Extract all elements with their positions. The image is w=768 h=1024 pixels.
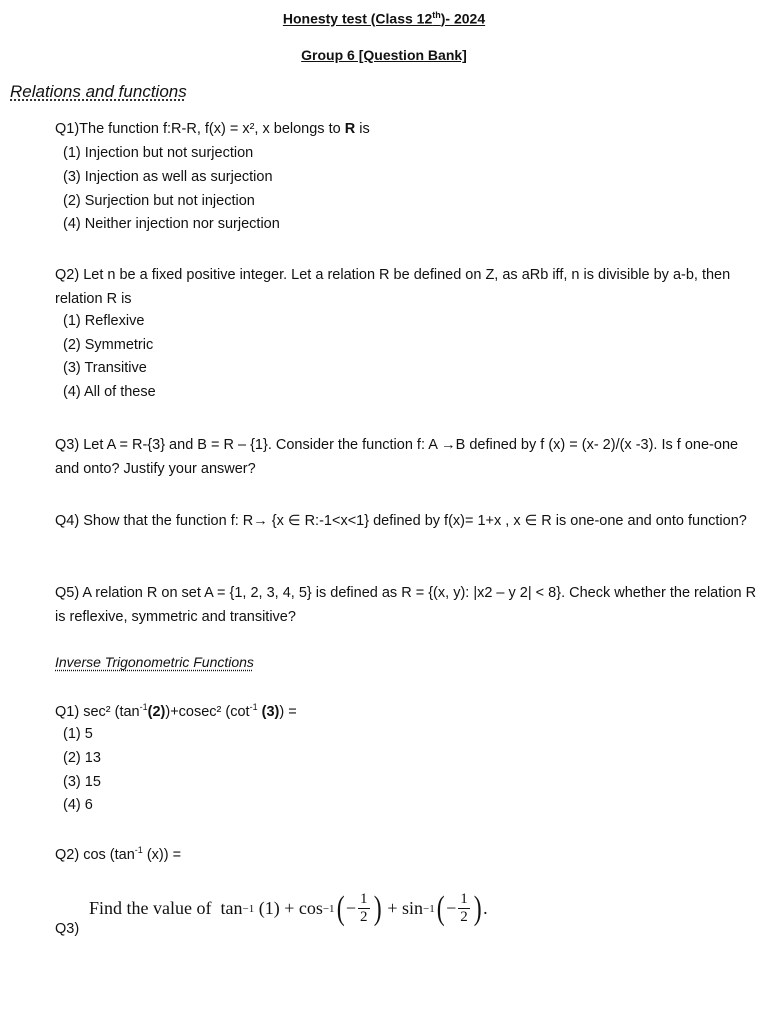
inverse-trig-q1-option: (1) 5 <box>63 726 93 742</box>
inverse-trig-q3-expression: Find the value of tan −1 (1) + cos −1 ( − $\frac{1}{2}$ ) + sin −1 ( − $\frac{1}{2}$ ) . <box>89 889 488 927</box>
relations-q2: Q2) Let n be a fixed positive integer. Let a relation R be defined on Z, as aRb iff, n is divisible by a-b, then relation R is <box>55 267 731 307</box>
inverse-trig-q1-option: (3) 15 <box>63 774 101 790</box>
inverse-trig-q1: Q1) sec² $(\tan^{-1}(2))+cosec^2$ ($\cot^{-1}$ (3)) = <box>55 702 297 720</box>
relations-q4: Q4) Show that the function f: R→ {x ∈ R:-1<x<1} defined by f(x)= 1+x , x ∈ R is one-one and onto function? <box>55 513 747 529</box>
paren-right: ) <box>373 889 382 927</box>
section-heading-inverse-trig: Inverse Trigonometric Functions <box>55 654 254 670</box>
inverse-trig-q1-option: (4) 6 <box>63 797 93 813</box>
relations-q3: Q3) Let A = R-{3} and B = R – {1}. Consider the function f: A →B defined by f (x) = (x- 2)/(x -3). Is f one-one and onto? Justify your answer? <box>55 437 739 477</box>
page-subtitle: Group 6 [Question Bank] <box>301 47 467 63</box>
relations-q2-option: (2) Symmetric <box>63 337 154 353</box>
page-title: Honesty test (Class 12th)- 2024 <box>282 10 486 27</box>
paren-left: ( <box>436 889 445 927</box>
paren-left: ( <box>336 889 345 927</box>
relations-q1-option: (3) Injection as well as surjection <box>63 169 273 185</box>
paren-right: ) <box>473 889 482 927</box>
relations-q1-option: (2) Surjection but not injection <box>63 193 255 209</box>
fraction-half: $\frac{1}{2}$ <box>360 891 368 925</box>
inverse-trig-q2: Q2) $\cos (\tan^{-1}$ (x)) = <box>55 845 182 863</box>
relations-q1-option: (4) Neither injection nor surjection <box>63 216 280 232</box>
relations-q1-option: (1) Injection but not surjection <box>63 145 254 161</box>
section-heading-relations: Relations and functions <box>10 82 187 101</box>
relations-q2-option: (3) Transitive <box>63 360 147 376</box>
fraction-half: $\frac{1}{2}$ <box>460 891 468 925</box>
relations-q2-option: (1) Reflexive <box>63 313 145 329</box>
inverse-trig-q1-option: (2) 13 <box>63 750 101 766</box>
relations-q5: Q5) A relation R on set A = {1, 2, 3, 4, 5} is defined as R = {(x, y): |x2 – y 2| < 8}. Check whether the relation R is reflexive, symmetric and transitive? <box>55 585 757 625</box>
relations-q1: Q1)The function f:R-R, f(x) = x², x belongs to R is <box>55 121 370 137</box>
inverse-trig-q3-label: Q3) <box>55 921 80 937</box>
relations-q2-option: (4) All of these <box>63 384 156 400</box>
